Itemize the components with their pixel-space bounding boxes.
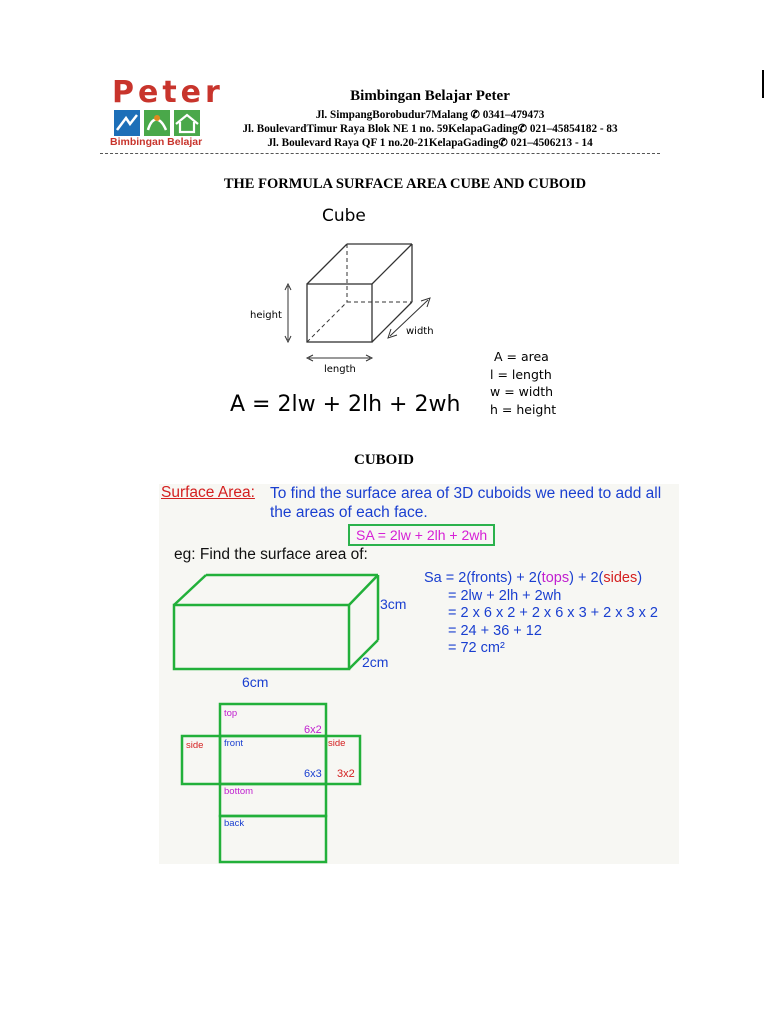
- logo-wordmark: Peter: [112, 75, 224, 110]
- net-value-top: 6x2: [304, 724, 322, 736]
- net-label-side-right: side: [328, 738, 346, 749]
- cube-height-label: height: [250, 310, 282, 321]
- net-value-side: 3x2: [337, 768, 355, 780]
- document-title: THE FORMULA SURFACE AREA CUBE AND CUBOID: [223, 176, 587, 192]
- cube-width-label: width: [406, 326, 434, 337]
- legend-width: w = width: [490, 384, 554, 399]
- example-prompt: eg: Find the surface area of:: [174, 546, 368, 563]
- net-value-front: 6x3: [304, 768, 322, 780]
- page-edge-mark: [762, 70, 768, 98]
- net-label-back: back: [224, 818, 245, 829]
- address-line-3: Jl. Boulevard Raya QF 1 no.20-21KelapaGading✆ 021–4506213 - 14: [267, 137, 593, 149]
- legend-length: l = length: [490, 366, 552, 382]
- logo-subtitle: Bimbingan Belajar: [110, 136, 203, 148]
- organization-name: Bimbingan Belajar Peter: [350, 88, 510, 104]
- calculation-steps: [424, 570, 658, 658]
- cuboid-heading: CUBOID: [353, 452, 414, 468]
- cuboid-intro-text: To find the surface area of 3D cuboids we need to add all the areas of each face.: [270, 485, 662, 521]
- calc-line-4: = 24 + 36 + 12: [448, 622, 542, 639]
- cuboid-net-diagram: [176, 700, 366, 866]
- cube-legend: [490, 348, 556, 418]
- cuboid-diagram: [168, 568, 388, 678]
- address-line-1: Jl. SimpangBorobudur7Malang ✆ 0341–479473: [315, 109, 545, 121]
- cube-heading: Cube: [322, 206, 366, 226]
- net-label-side-left: side: [186, 740, 204, 751]
- legend-height: h = height: [490, 401, 557, 417]
- surface-area-label: Surface Area:: [161, 484, 255, 501]
- calc-line-5: = 72 cm²: [448, 640, 505, 656]
- calc-line-1: Sa = 2(fronts) + 2(tops) + 2(sides): [424, 570, 643, 586]
- cube-formula: A = 2lw + 2lh + 2wh: [230, 392, 461, 417]
- net-label-top: top: [224, 708, 238, 719]
- calc-line-3: = 2 x 6 x 2 + 2 x 6 x 3 + 2 x 3 x 2: [448, 605, 658, 621]
- net-label-front: front: [224, 738, 244, 749]
- calc-line-2: = 2lw + 2lh + 2wh: [448, 587, 562, 604]
- address-line-2: Jl. BoulevardTimur Raya Blok NE 1 no. 59KelapaGading✆ 021–45854182 - 83: [242, 123, 618, 135]
- cube-diagram: [240, 232, 470, 382]
- dim-length: 6cm: [242, 674, 269, 690]
- header-divider: [100, 153, 660, 154]
- logo-tiles-icon: [114, 110, 204, 136]
- dim-depth: 2cm: [362, 654, 389, 670]
- dim-height: 3cm: [380, 596, 407, 612]
- net-label-bottom: bottom: [224, 786, 254, 797]
- cuboid-formula-box: SA = 2lw + 2lh + 2wh: [348, 524, 495, 546]
- legend-area: A = area: [494, 349, 549, 364]
- cube-length-label: length: [324, 364, 356, 375]
